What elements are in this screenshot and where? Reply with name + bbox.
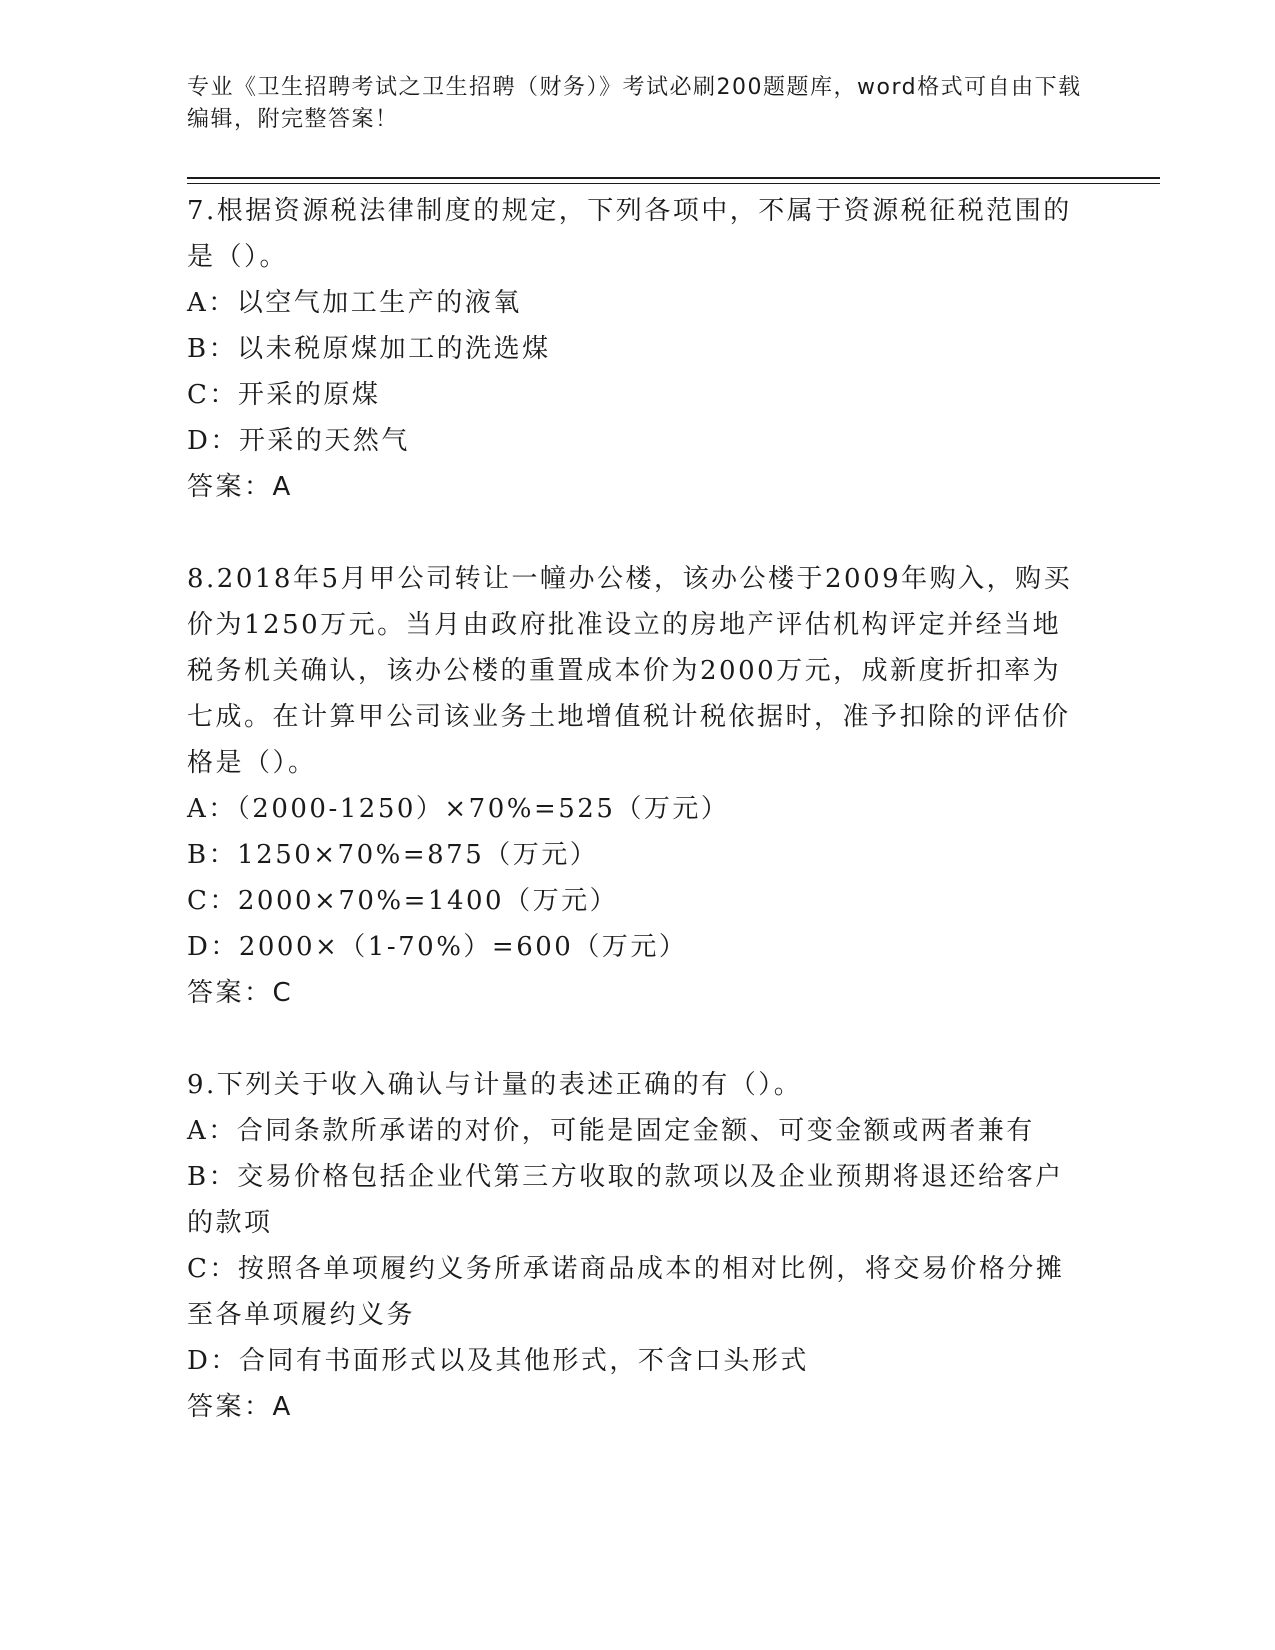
- header-text: 专业《卫生招聘考试之卫生招聘（财务）》考试必刷200题题库，word格式可自由下载编辑，附完整答案！: [187, 75, 1082, 132]
- answer-line: 答案：A: [187, 472, 293, 502]
- question-stem: 9.下列关于收入确认与计量的表述正确的有（）。: [187, 1070, 803, 1100]
- option-d: D：2000×（1-70%）=600（万元）: [187, 932, 688, 962]
- option-a: A：以空气加工生产的液氧: [187, 288, 522, 318]
- header-divider-thick: [187, 177, 1160, 179]
- question-stem: 8.2018年5月甲公司转让一幢办公楼，该办公楼于2009年购入，购买价为1250万元。当月由政府批准设立的房地产评估机构评定并经当地税务机关确认，该办公楼的重置成本价为2000万元，成新度折扣率为七成。在计算甲公司该业务土地增值税计税依据时，准予扣除的评估价格是（）。: [187, 564, 1073, 778]
- option-c: C：开采的原煤: [187, 380, 381, 410]
- option-b: B：以未税原煤加工的洗选煤: [187, 334, 551, 364]
- option-d: D：开采的天然气: [187, 426, 410, 456]
- option-c: C：按照各单项履约义务所承诺商品成本的相对比例，将交易价格分摊至各单项履约义务: [187, 1254, 1065, 1330]
- option-a: A：合同条款所承诺的对价，可能是固定金额、可变金额或两者兼有: [187, 1116, 1035, 1146]
- option-b: B：1250×70%=875（万元）: [187, 840, 599, 870]
- option-c: C：2000×70%=1400（万元）: [187, 886, 619, 916]
- option-b: B：交易价格包括企业代第三方收取的款项以及企业预期将退还给客户的款项: [187, 1162, 1064, 1238]
- question-stem: 7.根据资源税法律制度的规定，下列各项中，不属于资源税征税范围的是（）。: [187, 196, 1072, 272]
- question-9: [187, 1062, 1087, 1430]
- question-8: [187, 556, 1087, 1016]
- document-header: [187, 72, 1087, 136]
- question-7: [187, 188, 1087, 510]
- option-a: A：（2000-1250）×70%=525（万元）: [187, 794, 730, 824]
- option-d: D：合同有书面形式以及其他形式，不含口头形式: [187, 1346, 809, 1376]
- question-list: [187, 188, 1087, 1430]
- answer-line: 答案：C: [187, 978, 294, 1008]
- header-divider-thin: [187, 183, 1160, 184]
- answer-line: 答案：A: [187, 1392, 293, 1422]
